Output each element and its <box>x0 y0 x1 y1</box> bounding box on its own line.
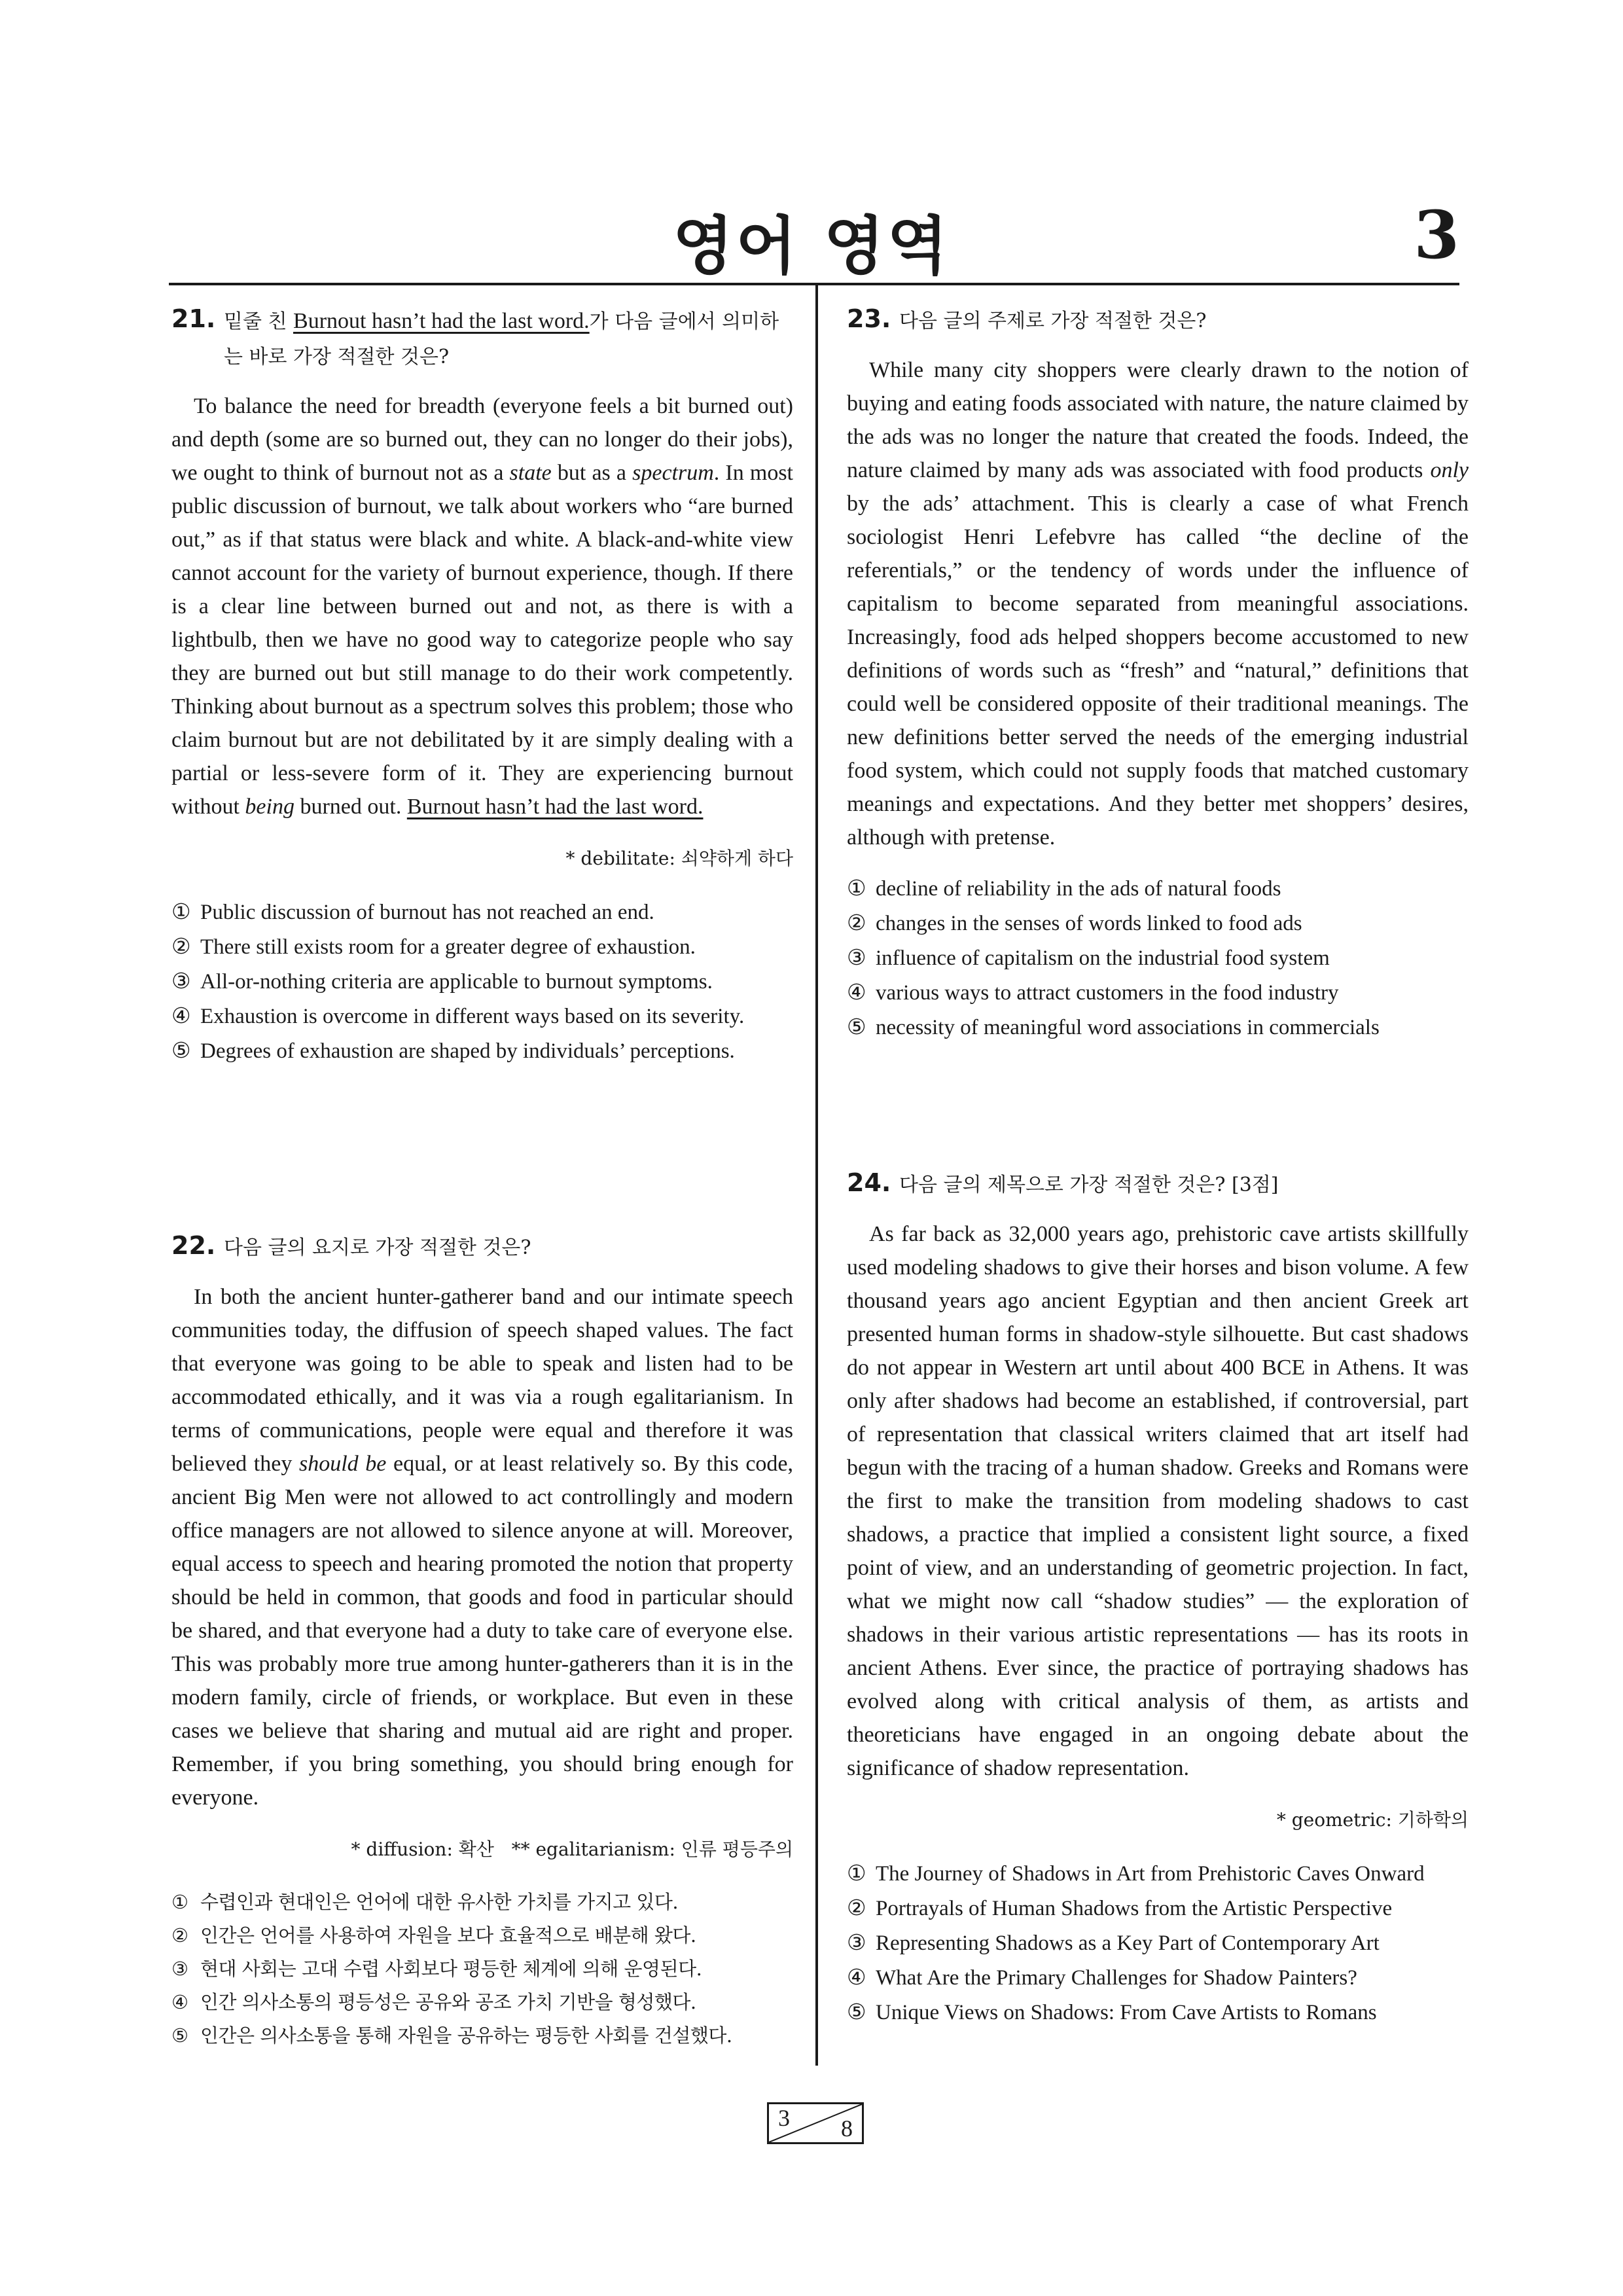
option-text: The Journey of Shadows in Art from Prehistoric Caves Onward <box>876 1862 1425 1886</box>
answer-options <box>847 1856 1469 2030</box>
prompt-text: 밑줄 친 <box>224 310 294 333</box>
passage-text: burned out. <box>294 795 407 819</box>
passage-text: . In most public discussion of burnout, we talk about workers who “are burned out,” as if that status were black and white. A black-and-white view cannot account for the variety of burnout experience, though. If there is a clear line between burned out and not, as there is with a lightbulb, then we have no good way to categorize people who say they are burned out but still manage to do their work competently. Thinking about burnout as a spectrum solves this problem; those who claim burnout but are not debilitated by it are simply dealing with a partial or less-severe form of it. They are experiencing burnout without <box>171 461 793 819</box>
option-text: Unique Views on Shadows: From Cave Artists to Romans <box>876 2001 1377 2024</box>
option-mark: ⑤ <box>847 1999 866 2024</box>
underlined-phrase: Burnout hasn’t had the last word. <box>406 795 704 819</box>
passage-text: To balance the need for breadth (everyone feels a bit burned out) and depth (some are so burned out, they can no longer do their jobs), we ought to think of burnout not as a <box>171 394 793 485</box>
option-mark: ③ <box>847 1929 866 1955</box>
answer-option[interactable] <box>171 1919 793 1952</box>
option-mark: ⑤ <box>171 1037 191 1063</box>
underlined-phrase: Burnout hasn’t had the last word. <box>293 309 590 333</box>
page-number: 3 <box>1414 196 1459 274</box>
option-text: 현대 사회는 고대 수렵 사회보다 평등한 체계에 의해 운영된다. <box>200 1958 702 1980</box>
question-21 <box>171 304 793 1068</box>
option-text: 인간은 의사소통을 통해 자원을 공유하는 평등한 사회를 건설했다. <box>200 2024 732 2047</box>
option-mark: ④ <box>847 1964 866 1990</box>
option-text: changes in the senses of words linked to food ads <box>876 912 1302 935</box>
answer-option[interactable] <box>847 1995 1469 2030</box>
option-mark: ④ <box>171 1003 191 1028</box>
question-prompt <box>171 304 793 375</box>
prompt-text: 다음 글의 주제로 가장 적절한 것은? <box>899 310 1207 332</box>
option-mark: ⑤ <box>847 1014 866 1039</box>
option-mark: ① <box>847 875 866 901</box>
answer-option[interactable] <box>171 929 793 964</box>
answer-option[interactable] <box>171 895 793 929</box>
answer-option[interactable] <box>171 1952 793 1986</box>
option-text: 인간은 언어를 사용하여 자원을 보다 효율적으로 배분해 왔다. <box>200 1924 696 1946</box>
answer-option[interactable] <box>171 964 793 999</box>
option-mark: ④ <box>847 979 866 1005</box>
answer-option[interactable] <box>171 1033 793 1068</box>
answer-option[interactable] <box>847 906 1469 941</box>
page-title: 영어 영역 <box>672 209 951 283</box>
answer-option[interactable] <box>847 1926 1469 1960</box>
answer-options <box>171 895 793 1068</box>
question-number: 21. <box>171 304 216 333</box>
question-prompt <box>171 1230 793 1266</box>
question-23 <box>847 304 1469 1045</box>
option-text: necessity of meaningful word associations in commercials <box>876 1016 1380 1039</box>
answer-options <box>171 1886 793 2053</box>
passage-text: In both the ancient hunter-gatherer band and our intimate speech communities today, the diffusion of speech shaped values. The fact that everyone was going to be able to speak and listen had to be accommodated ethically, and it was via a rough egalitarianism. In terms of communications, people were equal and therefore it was believed they <box>171 1285 793 1476</box>
option-mark: ① <box>171 899 191 924</box>
option-mark: ② <box>847 910 866 935</box>
passage-text: but as a <box>551 461 633 485</box>
option-text: Exhaustion is overcome in different ways based on its severity. <box>200 1005 745 1028</box>
option-text: Public discussion of burnout has not reached an end. <box>200 901 654 924</box>
prompt-text: 다음 글의 제목으로 가장 적절한 것은? [3점] <box>899 1174 1279 1196</box>
prompt-text: 가 다음 글에서 의미하는 바로 가장 적절한 것은? <box>224 310 779 368</box>
option-mark: ② <box>171 1924 188 1946</box>
option-mark: ③ <box>171 1958 188 1980</box>
answer-option[interactable] <box>171 1886 793 1919</box>
passage-italic: should be <box>298 1452 387 1476</box>
passage-italic: state <box>509 461 552 485</box>
question-prompt <box>847 1168 1469 1203</box>
option-mark: ③ <box>847 944 866 970</box>
passage-italic: spectrum <box>632 461 714 485</box>
option-mark: ② <box>171 933 191 959</box>
answer-option[interactable] <box>847 975 1469 1010</box>
passage <box>171 1280 793 1814</box>
passage: As far back as 32,000 years ago, prehistoric cave artists skillfully used modeling shadows to give their horses and bison volume. A few thousand years ago ancient Egyptian and then ancient Greek art presented human forms in shadow-style silhouette. But cast shadows do not appear in Western art until about 400 BCE in Athens. It was only after shadows had become an established, if controversial, part of representation that classical writers claimed that art itself had begun with the tracing of a human shadow. Greeks and Romans were the first to make the transition from modeling shadows to cast shadows, a practice that implied a consistent light source, a fixed point of view, and an understanding of geometric projection. In fact, what we might now call “shadow studies” — the exploration of shadows in their various artistic representations — has its roots in ancient Athens. Ever since, the practice of portraying shadows has evolved along with critical analysis of them, as artists and theoreticians have engaged in an ongoing debate about the significance of shadow representation. <box>847 1222 1469 1780</box>
option-text: Degrees of exhaustion are shaped by individuals’ perceptions. <box>200 1039 735 1063</box>
option-mark: ① <box>847 1860 866 1886</box>
passage-italic: only <box>1430 458 1469 482</box>
footnote: * debilitate: 쇠약하게 하다 <box>565 848 793 869</box>
passage <box>171 389 793 823</box>
pager-total: 8 <box>841 2115 853 2142</box>
option-text: Portrayals of Human Shadows from the Artistic Perspective <box>876 1897 1393 1920</box>
question-number: 22. <box>171 1231 216 1260</box>
answer-option[interactable] <box>171 999 793 1033</box>
option-text: All-or-nothing criteria are applicable to burnout symptoms. <box>200 970 713 994</box>
answer-option[interactable] <box>171 1986 793 2019</box>
answer-option[interactable] <box>847 1960 1469 1995</box>
option-text: There still exists room for a greater degree of exhaustion. <box>200 935 696 959</box>
column-divider <box>815 285 818 2066</box>
prompt-text: 다음 글의 요지로 가장 적절한 것은? <box>224 1236 531 1259</box>
question-prompt <box>847 304 1469 339</box>
option-mark: ⑤ <box>171 2024 188 2047</box>
answer-option[interactable] <box>847 941 1469 975</box>
answer-option[interactable] <box>847 1856 1469 1891</box>
page-indicator <box>767 2102 864 2144</box>
header-divider <box>169 283 1459 285</box>
question-24 <box>847 1168 1469 2030</box>
passage-text: by the ads’ attachment. This is clearly a case of what French sociologist Henri Lefebvre has called “the decline of the referentials,” or the tendency of words under the influence of capitalism to become separated from meaningful associations. Increasingly, food ads helped shoppers become accustomed to new definitions of words such as “fresh” and “natural,” definitions that could well be considered opposite of their traditional meanings. The new definitions better served the needs of the emerging industrial food system, which could not supply foods that matched customary meanings and expectations. And they better met shoppers’ desires, although with pretense. <box>847 492 1469 850</box>
option-text: influence of capitalism on the industrial food system <box>876 946 1330 970</box>
answer-option[interactable] <box>171 2019 793 2053</box>
passage-text: equal, or at least relatively so. By this code, ancient Big Men were not allowed to act controllingly and modern office managers are not allowed to silence anyone at will. Moreover, equal access to speech and hearing promoted the notion that property should be held in common, that goods and food in particular should be shared, and that everyone had a duty to take care of everyone else. This was probably more true among hunter-gatherers than it is in the modern family, circle of friends, or workplace. But even in these cases we believe that sharing and mutual aid are right and proper. Remember, if you bring something, you should bring enough for everyone. <box>171 1452 793 1810</box>
footnote: * geometric: 기하학의 <box>1276 1809 1469 1831</box>
passage-italic: being <box>245 795 294 819</box>
option-mark: ④ <box>171 1991 188 2013</box>
passage-text: While many city shoppers were clearly drawn to the notion of buying and eating foods associated with nature, the nature claimed by the ads was no longer the nature that created the foods. Indeed, the nature claimed by many ads was associated with food products <box>847 358 1469 482</box>
answer-option[interactable] <box>847 1010 1469 1045</box>
pager-current: 3 <box>778 2105 790 2131</box>
question-number: 23. <box>847 304 891 333</box>
question-22 <box>171 1230 793 2053</box>
footnote: * diffusion: 확산 ** egalitarianism: 인류 평등주의 <box>351 1839 793 1860</box>
option-text: 인간 의사소통의 평등성은 공유와 공조 가치 기반을 형성했다. <box>200 1991 696 2013</box>
answer-options <box>847 871 1469 1045</box>
question-number: 24. <box>847 1168 891 1197</box>
option-mark: ② <box>847 1895 866 1920</box>
option-text: Representing Shadows as a Key Part of Contemporary Art <box>876 1931 1380 1955</box>
option-text: various ways to attract customers in the food industry <box>876 981 1339 1005</box>
answer-option[interactable] <box>847 871 1469 906</box>
option-mark: ① <box>171 1891 188 1913</box>
option-text: What Are the Primary Challenges for Shadow Painters? <box>876 1966 1357 1990</box>
option-text: 수렵인과 현대인은 언어에 대한 유사한 가치를 가지고 있다. <box>200 1891 679 1913</box>
answer-option[interactable] <box>847 1891 1469 1926</box>
option-text: decline of reliability in the ads of natural foods <box>876 877 1281 901</box>
option-mark: ③ <box>171 968 191 994</box>
passage <box>847 353 1469 854</box>
